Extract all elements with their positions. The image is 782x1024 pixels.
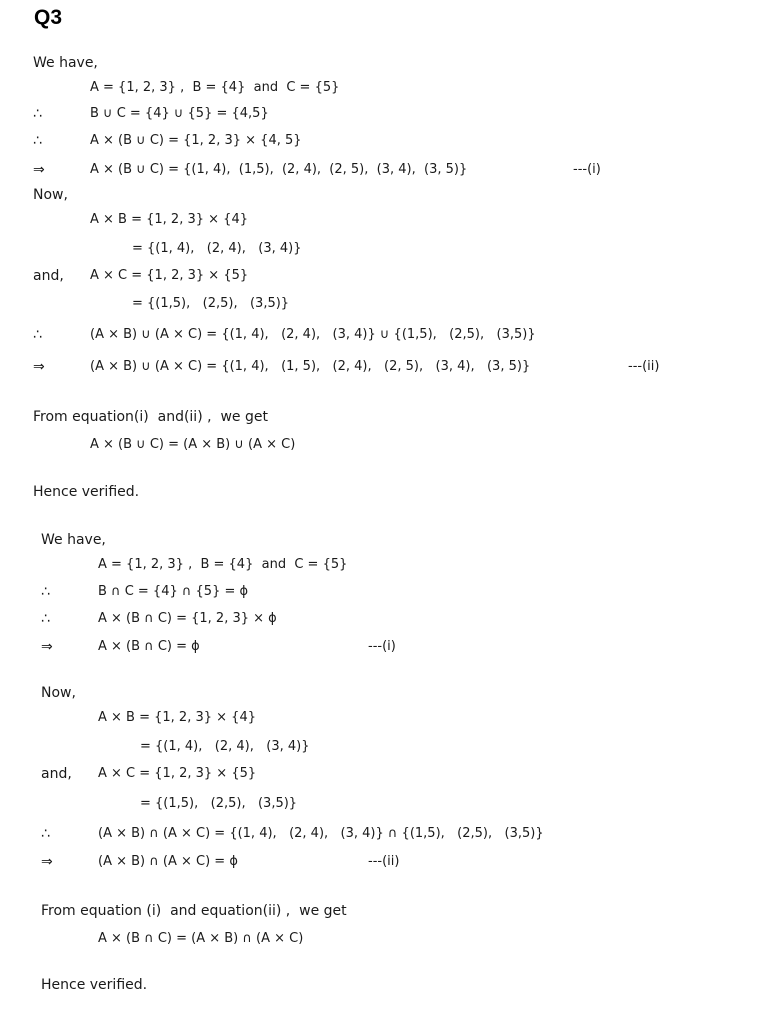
step-intersection-of-products: (A × B) ∩ (A × C) = {(1, 4), (2, 4), (3, 4)} ∩ {(1,5), (2,5), (3,5)} <box>98 826 544 841</box>
step-a-cross-b-intersect-c: A × (B ∩ C) = {1, 2, 3} × ϕ <box>98 611 277 626</box>
step-a-cross-c-result: = {(1,5), (2,5), (3,5)} <box>132 296 290 311</box>
given-sets: A = {1, 2, 3} , B = {4} and C = {5} <box>98 557 348 572</box>
step-a-cross-b-union-c-result: A × (B ∪ C) = {(1, 4), (1,5), (2, 4), (2, 5), (3, 4), (3, 5)} <box>90 162 468 177</box>
question-heading: Q3 <box>34 6 63 29</box>
now-label: Now, <box>41 685 76 701</box>
implies-symbol: ⇒ <box>41 854 53 870</box>
hence-verified: Hence verified. <box>41 977 148 993</box>
implies-symbol: ⇒ <box>41 639 53 655</box>
step-b-union-c: B ∪ C = {4} ∪ {5} = {4,5} <box>90 106 269 121</box>
hence-verified: Hence verified. <box>33 484 140 500</box>
therefore-symbol: ∴ <box>33 133 42 149</box>
step-a-cross-b-result: = {(1, 4), (2, 4), (3, 4)} <box>132 241 302 256</box>
given-sets: A = {1, 2, 3} , B = {4} and C = {5} <box>90 80 340 95</box>
therefore-symbol: ∴ <box>33 327 42 343</box>
and-label: and, <box>41 766 72 782</box>
step-intersection-of-products-result: (A × B) ∩ (A × C) = ϕ <box>98 854 238 869</box>
now-label: Now, <box>33 187 68 203</box>
step-b-intersect-c: B ∩ C = {4} ∩ {5} = ϕ <box>98 584 249 599</box>
step-a-cross-b: A × B = {1, 2, 3} × {4} <box>90 212 248 227</box>
therefore-symbol: ∴ <box>33 106 42 122</box>
step-a-cross-c-result: = {(1,5), (2,5), (3,5)} <box>140 796 298 811</box>
equation-tag-ii: ---(ii) <box>628 359 660 374</box>
step-a-cross-c: A × C = {1, 2, 3} × {5} <box>90 268 249 283</box>
we-have-label: We have, <box>33 55 98 71</box>
implies-symbol: ⇒ <box>33 162 45 178</box>
final-identity: A × (B ∩ C) = (A × B) ∩ (A × C) <box>98 931 304 946</box>
step-a-cross-b: A × B = {1, 2, 3} × {4} <box>98 710 256 725</box>
equation-tag-i: ---(i) <box>573 162 601 177</box>
and-label: and, <box>33 268 64 284</box>
step-a-cross-b-intersect-c-result: A × (B ∩ C) = ϕ <box>98 639 200 654</box>
therefore-symbol: ∴ <box>41 826 50 842</box>
step-a-cross-c: A × C = {1, 2, 3} × {5} <box>98 766 257 781</box>
we-have-label: We have, <box>41 532 106 548</box>
from-equations-text: From equation (i) and equation(ii) , we get <box>41 903 347 919</box>
therefore-symbol: ∴ <box>41 611 50 627</box>
from-equations-text: From equation(i) and(ii) , we get <box>33 409 268 425</box>
equation-tag-i: ---(i) <box>368 639 396 654</box>
step-union-of-products: (A × B) ∪ (A × C) = {(1, 4), (2, 4), (3, 4)} ∪ {(1,5), (2,5), (3,5)} <box>90 327 536 342</box>
final-identity: A × (B ∪ C) = (A × B) ∪ (A × C) <box>90 437 296 452</box>
implies-symbol: ⇒ <box>33 359 45 375</box>
step-a-cross-b-union-c: A × (B ∪ C) = {1, 2, 3} × {4, 5} <box>90 133 302 148</box>
step-a-cross-b-result: = {(1, 4), (2, 4), (3, 4)} <box>140 739 310 754</box>
therefore-symbol: ∴ <box>41 584 50 600</box>
equation-tag-ii: ---(ii) <box>368 854 400 869</box>
step-union-of-products-result: (A × B) ∪ (A × C) = {(1, 4), (1, 5), (2, 4), (2, 5), (3, 4), (3, 5)} <box>90 359 531 374</box>
